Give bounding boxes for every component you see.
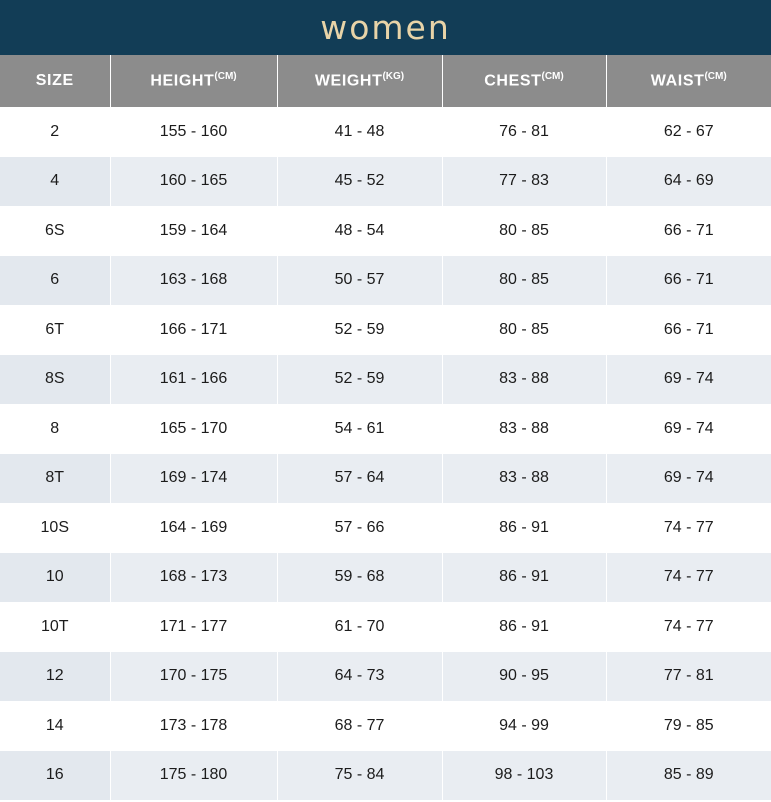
cell-size: 10S — [0, 503, 110, 553]
cell-weight: 52 - 59 — [277, 305, 442, 355]
cell-chest: 90 - 95 — [442, 652, 606, 702]
table-row — [0, 454, 771, 504]
column-header-weight-label: WEIGHT — [314, 72, 383, 90]
cell-size: 2 — [0, 107, 110, 157]
column-header-weight — [277, 55, 442, 107]
cell-waist: 69 - 74 — [606, 454, 771, 504]
cell-waist: 62 - 67 — [606, 107, 771, 157]
column-header-chest-unit: (CM) — [541, 71, 564, 83]
cell-weight: 54 - 61 — [277, 404, 442, 454]
cell-weight: 61 - 70 — [277, 602, 442, 652]
cell-height: 169 - 174 — [110, 454, 277, 504]
cell-size: 6T — [0, 305, 110, 355]
cell-height: 161 - 166 — [110, 355, 277, 405]
page-title-bar — [0, 0, 771, 55]
column-header-waist — [606, 55, 771, 107]
cell-height: 159 - 164 — [110, 206, 277, 256]
cell-chest: 80 - 85 — [442, 206, 606, 256]
table-row — [0, 701, 771, 751]
table-row — [0, 602, 771, 652]
page-title: women — [320, 8, 451, 47]
cell-chest: 83 - 88 — [442, 454, 606, 504]
column-header-size-label: SIZE — [35, 72, 74, 89]
cell-weight: 68 - 77 — [277, 701, 442, 751]
cell-size: 8 — [0, 404, 110, 454]
column-header-height-unit: (CM) — [214, 71, 237, 83]
cell-size: 6S — [0, 206, 110, 256]
cell-waist: 74 - 77 — [606, 553, 771, 603]
cell-waist: 85 - 89 — [606, 751, 771, 801]
cell-chest: 76 - 81 — [442, 107, 606, 157]
column-header-waist-label: WAIST — [650, 72, 705, 90]
cell-weight: 50 - 57 — [277, 256, 442, 306]
cell-size: 8T — [0, 454, 110, 504]
cell-chest: 94 - 99 — [442, 701, 606, 751]
cell-size: 16 — [0, 751, 110, 801]
cell-height: 160 - 165 — [110, 157, 277, 207]
cell-weight: 59 - 68 — [277, 553, 442, 603]
table-row — [0, 206, 771, 256]
cell-weight: 64 - 73 — [277, 652, 442, 702]
cell-size: 14 — [0, 701, 110, 751]
table-row — [0, 157, 771, 207]
cell-size: 12 — [0, 652, 110, 702]
cell-weight: 45 - 52 — [277, 157, 442, 207]
table-body — [0, 107, 771, 800]
cell-waist: 64 - 69 — [606, 157, 771, 207]
cell-height: 163 - 168 — [110, 256, 277, 306]
size-chart-table — [0, 55, 771, 801]
cell-chest: 83 - 88 — [442, 404, 606, 454]
cell-waist: 74 - 77 — [606, 503, 771, 553]
cell-waist: 66 - 71 — [606, 256, 771, 306]
table-row — [0, 107, 771, 157]
cell-chest: 86 - 91 — [442, 602, 606, 652]
cell-waist: 77 - 81 — [606, 652, 771, 702]
cell-height: 173 - 178 — [110, 701, 277, 751]
cell-height: 171 - 177 — [110, 602, 277, 652]
cell-waist: 79 - 85 — [606, 701, 771, 751]
cell-chest: 77 - 83 — [442, 157, 606, 207]
cell-height: 155 - 160 — [110, 107, 277, 157]
cell-height: 175 - 180 — [110, 751, 277, 801]
cell-chest: 86 - 91 — [442, 503, 606, 553]
cell-size: 6 — [0, 256, 110, 306]
cell-waist: 66 - 71 — [606, 305, 771, 355]
cell-height: 165 - 170 — [110, 404, 277, 454]
column-header-height — [110, 55, 277, 107]
column-header-weight-unit: (KG) — [382, 71, 405, 83]
cell-height: 168 - 173 — [110, 553, 277, 603]
table-row — [0, 652, 771, 702]
cell-height: 164 - 169 — [110, 503, 277, 553]
cell-chest: 80 - 85 — [442, 256, 606, 306]
cell-weight: 52 - 59 — [277, 355, 442, 405]
table-row — [0, 355, 771, 405]
table-row — [0, 305, 771, 355]
cell-size: 4 — [0, 157, 110, 207]
cell-waist: 69 - 74 — [606, 404, 771, 454]
table-row — [0, 404, 771, 454]
table-row — [0, 256, 771, 306]
column-header-waist-unit: (CM) — [704, 71, 727, 83]
cell-waist: 69 - 74 — [606, 355, 771, 405]
cell-weight: 75 - 84 — [277, 751, 442, 801]
cell-chest: 86 - 91 — [442, 553, 606, 603]
table-row — [0, 553, 771, 603]
cell-chest: 80 - 85 — [442, 305, 606, 355]
cell-chest: 83 - 88 — [442, 355, 606, 405]
cell-chest: 98 - 103 — [442, 751, 606, 801]
cell-height: 170 - 175 — [110, 652, 277, 702]
table-header — [0, 55, 771, 107]
cell-waist: 66 - 71 — [606, 206, 771, 256]
cell-size: 8S — [0, 355, 110, 405]
cell-weight: 57 - 64 — [277, 454, 442, 504]
column-header-chest-label: CHEST — [484, 72, 542, 90]
cell-weight: 57 - 66 — [277, 503, 442, 553]
table-row — [0, 751, 771, 801]
cell-height: 166 - 171 — [110, 305, 277, 355]
cell-size: 10 — [0, 553, 110, 603]
column-header-size — [0, 55, 110, 107]
column-header-height-label: HEIGHT — [150, 72, 215, 90]
cell-weight: 48 - 54 — [277, 206, 442, 256]
cell-weight: 41 - 48 — [277, 107, 442, 157]
column-header-chest — [442, 55, 606, 107]
table-header-row — [0, 55, 771, 107]
table-row — [0, 503, 771, 553]
cell-size: 10T — [0, 602, 110, 652]
cell-waist: 74 - 77 — [606, 602, 771, 652]
